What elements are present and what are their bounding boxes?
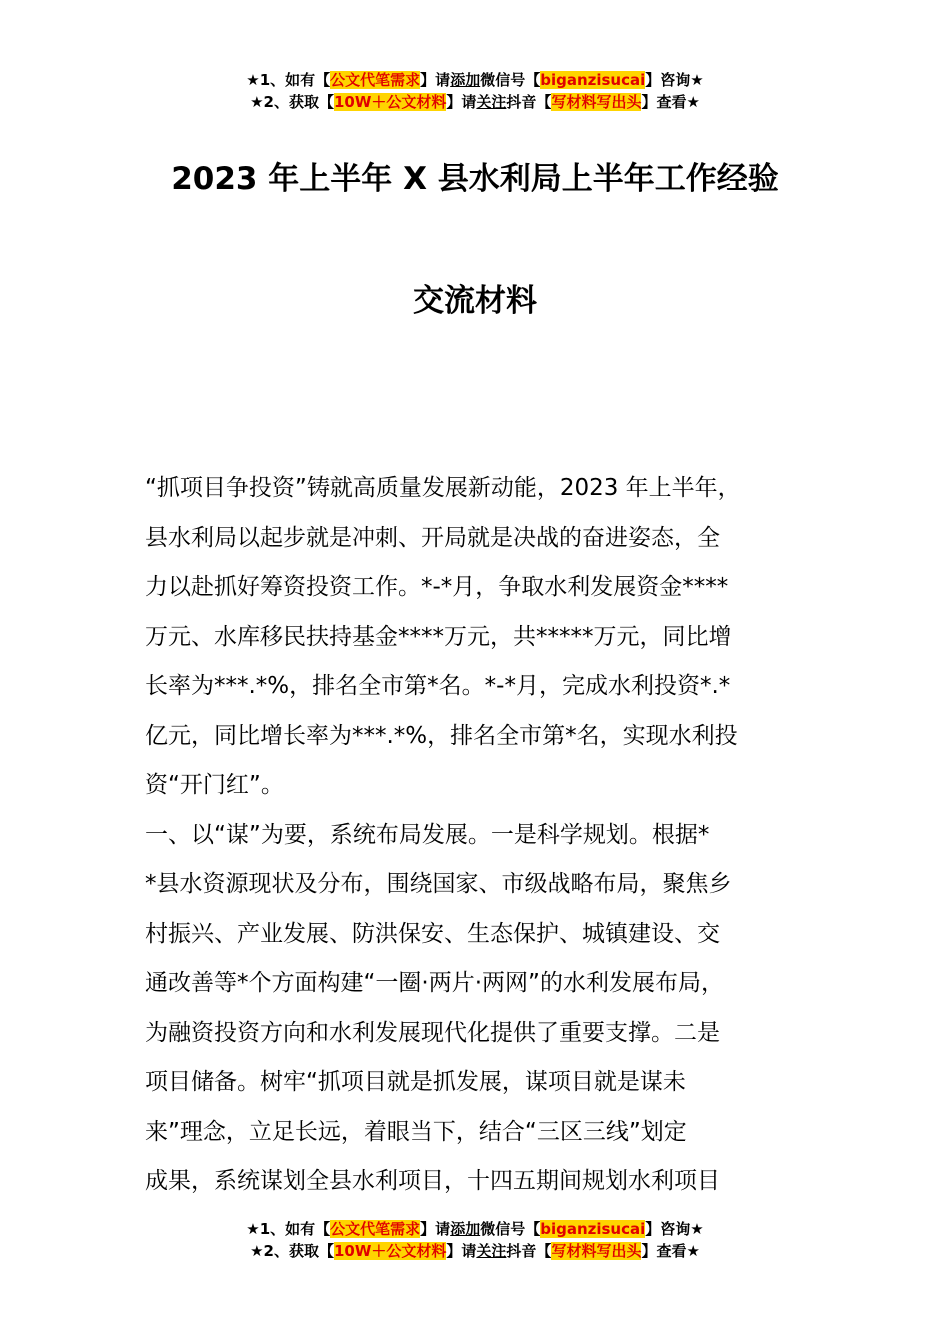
promo-highlight: biganzisucai	[540, 1220, 646, 1238]
body-line: 为融资投资方向和水利发展现代化提供了重要支撑。二是	[145, 1019, 720, 1046]
promo-text: 抖音【	[506, 1242, 552, 1260]
body-line: 长率为***.*%，排名全市第*名。*-*月，完成水利投资*.*	[145, 673, 731, 699]
promo-highlight: 写材料写出头	[551, 93, 642, 111]
document-title-line-1: 2023 年上半年 X 县水利局上半年工作经验	[171, 161, 779, 197]
promo-text: 微信号【	[480, 71, 541, 89]
promo-text: ★1、如有【	[246, 1220, 331, 1238]
body-line: 项目储备。树牢“抓项目就是抓发展，谋项目就是谋未	[145, 1069, 686, 1095]
body-line: 力以赴抓好筹资投资工作。*-*月，争取水利发展资金****	[145, 574, 729, 600]
body-line: 村振兴、产业发展、防洪保安、生态保护、城镇建设、交	[145, 920, 720, 947]
promo-text: 】请	[446, 93, 477, 111]
promo-line-2	[0, 1240, 950, 1262]
promo-text: ★1、如有【	[246, 71, 331, 89]
body-line: 县水利局以起步就是冲刺、开局就是决战的奋进姿态，全	[145, 524, 720, 551]
promo-text: 】请	[420, 1220, 451, 1238]
body-line: 成果，系统谋划全县水利项目，十四五期间规划水利项目	[145, 1168, 720, 1194]
promo-line-1	[0, 69, 950, 91]
promo-highlight: 10W＋公文材料	[333, 93, 447, 111]
promo-text: ★2、获取【	[250, 1242, 334, 1260]
promo-highlight: 10W＋公文材料	[333, 1242, 447, 1260]
promo-highlight: 写材料写出头	[551, 1242, 642, 1260]
body-line: 通改善等*个方面构建“一圈·两片·两网”的水利发展布局，	[145, 970, 724, 996]
promo-footer	[0, 1218, 950, 1262]
body-line: *县水资源现状及分布，围绕国家、市级战略布局，聚焦乡	[145, 871, 732, 897]
promo-highlight: 公文代笔需求	[330, 1220, 421, 1238]
body-line: 来”理念，立足长远，着眼当下，结合“三区三线”划定	[145, 1118, 687, 1145]
promo-text: 】查看★	[641, 93, 700, 111]
document-body	[145, 464, 835, 1207]
promo-text: 】查看★	[641, 1242, 700, 1260]
promo-highlight: 公文代笔需求	[330, 71, 421, 89]
body-line: 一、以“谋”为要，系统布局发展。一是科学规划。根据*	[145, 821, 710, 848]
body-line: 资“开门红”。	[145, 772, 284, 798]
promo-highlight: biganzisucai	[540, 71, 646, 89]
body-line: “抓项目争投资”铸就高质量发展新动能，2023 年上半年，	[145, 475, 741, 501]
promo-line-2	[0, 91, 950, 113]
promo-text: 】咨询★	[645, 1220, 704, 1238]
body-line: 亿元，同比增长率为***.*%，排名全市第*名，实现水利投	[145, 722, 738, 749]
promo-line-1	[0, 1218, 950, 1240]
promo-underlined: 添加	[450, 1220, 481, 1238]
promo-header	[0, 69, 950, 113]
promo-text: 微信号【	[480, 1220, 541, 1238]
promo-text: 】咨询★	[645, 71, 704, 89]
promo-underlined: 添加	[450, 71, 481, 89]
promo-text: 抖音【	[506, 93, 552, 111]
promo-underlined: 关注	[476, 93, 507, 111]
promo-text: ★2、获取【	[250, 93, 334, 111]
promo-underlined: 关注	[476, 1242, 507, 1260]
promo-text: 】请	[420, 71, 451, 89]
document-title-line-2: 交流材料	[413, 283, 537, 319]
body-line: 万元、水库移民扶持基金****万元，共*****万元，同比增	[145, 623, 732, 650]
promo-text: 】请	[446, 1242, 477, 1260]
